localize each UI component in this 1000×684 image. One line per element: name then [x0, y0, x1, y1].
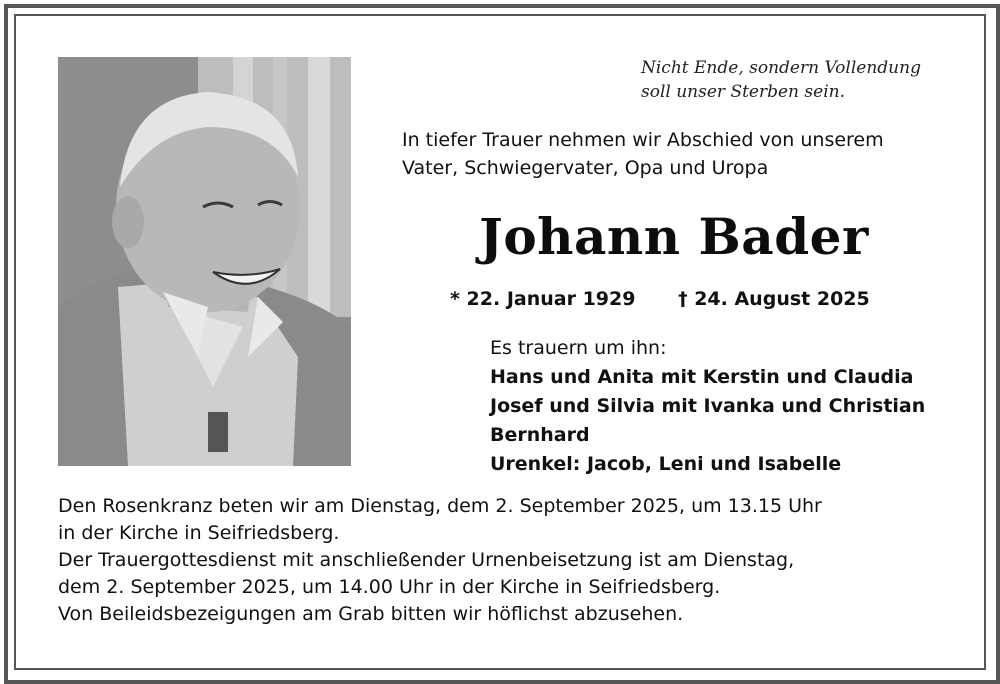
intro-line: In tiefer Trauer nehmen wir Abschied von unserem — [402, 129, 884, 151]
mourner-line: Bernhard — [490, 424, 590, 446]
mourner-line: Urenkel: Jacob, Leni und Isabelle — [490, 453, 842, 475]
service-line: Den Rosenkranz beten wir am Dienstag, dem 2. September 2025, um 13.15 Uhr — [58, 495, 822, 517]
deceased-name: Johann Bader — [479, 207, 869, 266]
life-dates — [450, 286, 870, 312]
mourner-line: Josef und Silvia mit Ivanka und Christian — [490, 395, 926, 417]
intro-text — [402, 126, 982, 182]
service-line: dem 2. September 2025, um 14.00 Uhr in der Kirche in Seifriedsberg. — [58, 576, 721, 598]
motto-line: soll unser Sterben sein. — [641, 82, 845, 102]
motto — [641, 56, 971, 104]
portrait-photo — [58, 57, 351, 466]
service-line: in der Kirche in Seifriedsberg. — [58, 522, 340, 544]
death-date: † 24. August 2025 — [678, 288, 870, 310]
mourner-line: Hans und Anita mit Kerstin und Claudia — [490, 366, 914, 388]
mourners-list — [490, 334, 970, 479]
birth-date: * 22. Januar 1929 — [450, 288, 636, 310]
service-details — [58, 493, 978, 628]
portrait-illustration — [58, 57, 351, 466]
service-line: Der Trauergottesdienst mit anschließender Urnenbeisetzung ist am Dienstag, — [58, 549, 795, 571]
service-line: Von Beileidsbezeigungen am Grab bitten wir höflichst abzusehen. — [58, 603, 684, 625]
intro-line: Vater, Schwiegervater, Opa und Uropa — [402, 157, 769, 179]
motto-line: Nicht Ende, sondern Vollendung — [641, 58, 921, 78]
mourners-label: Es trauern um ihn: — [490, 337, 667, 359]
